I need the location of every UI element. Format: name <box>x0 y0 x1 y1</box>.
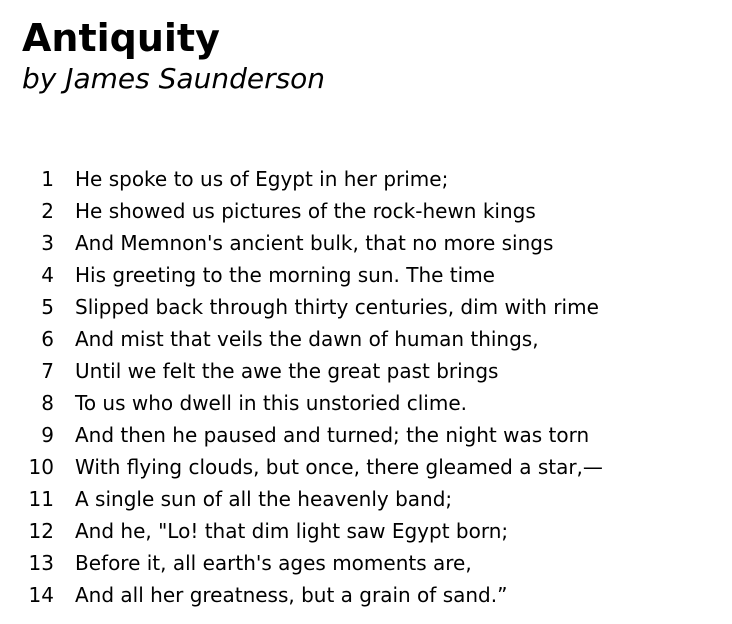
poem-title: Antiquity <box>22 16 220 60</box>
line-text: A single sun of all the heavenly band; <box>75 487 453 511</box>
poem-line <box>24 419 603 451</box>
line-text: He spoke to us of Egypt in her prime; <box>75 167 449 191</box>
poem-line <box>24 387 603 419</box>
poem-line <box>24 451 603 483</box>
poem-line <box>24 355 603 387</box>
line-number: 11 <box>28 487 54 511</box>
line-text: His greeting to the morning sun. The time <box>75 263 495 287</box>
line-text: And mist that veils the dawn of human things, <box>75 327 539 351</box>
line-number: 4 <box>41 263 54 287</box>
line-text: And all her greatness, but a grain of sand.” <box>75 583 508 607</box>
poem-line <box>24 547 603 579</box>
line-text: He showed us pictures of the rock-hewn kings <box>75 199 536 223</box>
line-number: 13 <box>28 551 54 575</box>
line-number: 1 <box>41 167 54 191</box>
line-text: Until we felt the awe the great past brings <box>75 359 499 383</box>
poem-line <box>24 579 603 611</box>
line-number: 12 <box>28 519 54 543</box>
poem-body <box>24 163 603 611</box>
line-text: To us who dwell in this unstoried clime. <box>75 391 468 415</box>
line-number: 14 <box>28 583 54 607</box>
poem-header <box>22 14 325 96</box>
line-text: Slipped back through thirty centuries, dim with rime <box>75 295 599 319</box>
line-text: With flying clouds, but once, there gleamed a star,— <box>75 455 603 479</box>
poem-line <box>24 515 603 547</box>
line-number: 5 <box>41 295 54 319</box>
line-number: 9 <box>41 423 54 447</box>
line-number: 8 <box>41 391 54 415</box>
poem-line <box>24 259 603 291</box>
line-text: And he, "Lo! that dim light saw Egypt born; <box>75 519 509 543</box>
poem-line <box>24 483 603 515</box>
poem-line <box>24 291 603 323</box>
line-number: 6 <box>41 327 54 351</box>
poem-line <box>24 163 603 195</box>
poem-line <box>24 323 603 355</box>
line-text: And then he paused and turned; the night was torn <box>75 423 590 447</box>
line-text: And Memnon's ancient bulk, that no more sings <box>75 231 554 255</box>
line-text: Before it, all earth's ages moments are, <box>75 551 472 575</box>
line-number: 2 <box>41 199 54 223</box>
poem-line <box>24 227 603 259</box>
line-number: 3 <box>41 231 54 255</box>
poem-line <box>24 195 603 227</box>
poem-author: by James Saunderson <box>22 62 326 95</box>
line-number: 10 <box>28 455 54 479</box>
line-number: 7 <box>41 359 54 383</box>
